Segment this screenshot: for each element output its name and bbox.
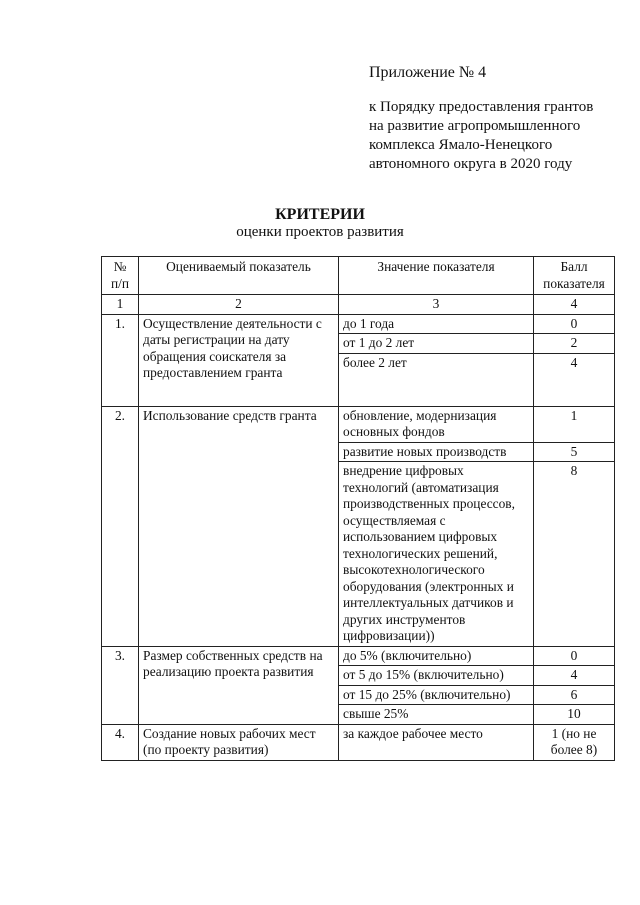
row-indicator: Использование средств гранта — [139, 406, 339, 646]
table-row — [102, 724, 615, 760]
table-row — [102, 646, 615, 666]
option-points: 8 — [534, 462, 615, 647]
row-number: 4. — [102, 724, 139, 760]
option-points: 1 (но не более 8) — [534, 724, 615, 760]
option-value: от 5 до 15% (включительно) — [339, 666, 534, 686]
header-indicator: Оцениваемый показатель — [139, 257, 339, 295]
document-title: КРИТЕРИИ — [275, 206, 365, 223]
option-value: свыше 25% — [339, 705, 534, 725]
row-indicator: Размер собственных средств на реализацию проекта развития — [139, 646, 339, 724]
document-subtitle: оценки проектов развития — [236, 224, 404, 240]
row-indicator: Осуществление деятельности с даты регистрации на дату обращения соискателя за предоставлением гранта — [139, 314, 339, 406]
option-points: 2 — [534, 334, 615, 354]
row-number: 2. — [102, 406, 139, 646]
option-value: от 1 до 2 лет — [339, 334, 534, 354]
option-points: 10 — [534, 705, 615, 725]
option-value: более 2 лет — [339, 353, 534, 406]
column-index-cell: 3 — [339, 295, 534, 315]
option-points: 4 — [534, 666, 615, 686]
column-index-row — [102, 295, 615, 315]
table-header-row — [102, 257, 615, 295]
header-num-line1: № — [113, 259, 127, 274]
option-value: до 1 года — [339, 314, 534, 334]
header-points — [534, 257, 615, 295]
header-num — [102, 257, 139, 295]
option-points: 1 — [534, 406, 615, 442]
column-index-cell: 2 — [139, 295, 339, 315]
header-num-line2: п/п — [110, 275, 130, 291]
annex-title: Приложение № 4 — [369, 64, 487, 81]
table-row — [102, 314, 615, 334]
annex-subtitle — [369, 98, 593, 174]
option-value: за каждое рабочее место — [339, 724, 534, 760]
option-value: развитие новых производств — [339, 442, 534, 462]
criteria-table — [101, 256, 615, 761]
header-points-line1: Балл — [560, 259, 588, 274]
option-points: 0 — [534, 314, 615, 334]
annex-subtitle-line: на развитие агропромышленного — [369, 118, 581, 134]
annex-subtitle-line: автономного округа в 2020 году — [369, 156, 573, 172]
column-index-cell: 1 — [102, 295, 139, 315]
header-value: Значение показателя — [339, 257, 534, 295]
option-points: 6 — [534, 685, 615, 705]
table-row — [102, 406, 615, 442]
annex-subtitle-line: комплекса Ямало-Ненецкого — [369, 137, 553, 153]
column-index-cell: 4 — [534, 295, 615, 315]
option-value: от 15 до 25% (включительно) — [339, 685, 534, 705]
annex-subtitle-line: к Порядку предоставления грантов — [369, 99, 594, 115]
option-value: обновление, модернизация основных фондов — [339, 406, 534, 442]
row-number: 1. — [102, 314, 139, 406]
header-points-line2: показателя — [543, 275, 605, 291]
option-points: 4 — [534, 353, 615, 406]
row-indicator: Создание новых рабочих мест (по проекту развития) — [139, 724, 339, 760]
option-points: 5 — [534, 442, 615, 462]
option-value: до 5% (включительно) — [339, 646, 534, 666]
row-number: 3. — [102, 646, 139, 724]
option-value: внедрение цифровых технологий (автоматизация производственных процессов, осуществляемая с использованием цифровых технологических решений, высокотехнологического оборудования (электронных и интеллектуальных датчиков и других инструментов цифровизации)) — [339, 462, 534, 647]
option-points: 0 — [534, 646, 615, 666]
